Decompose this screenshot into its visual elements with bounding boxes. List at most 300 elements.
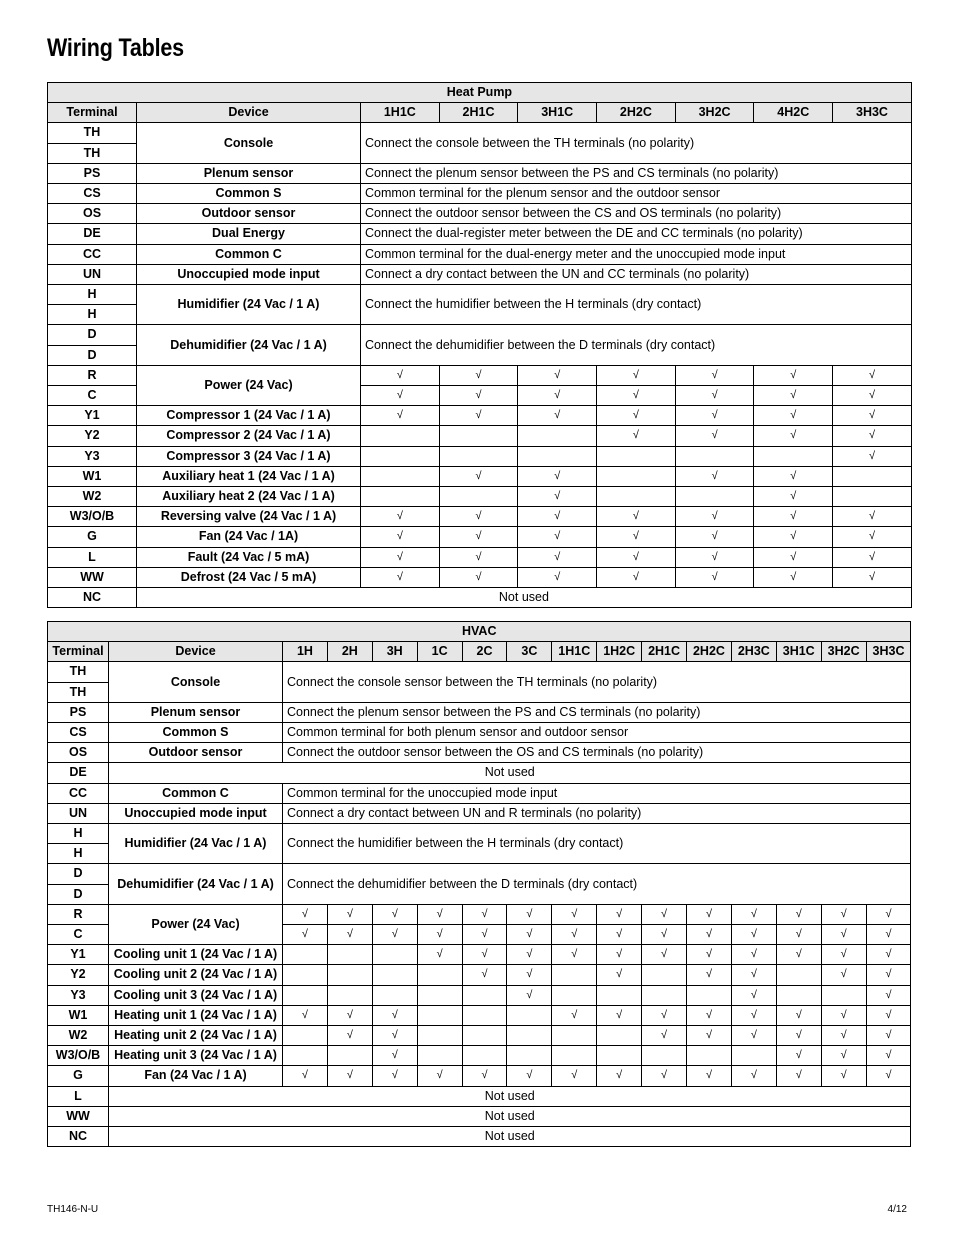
- device-cell: Common S: [109, 723, 283, 743]
- terminal-cell: L: [48, 1086, 109, 1106]
- table-row: [48, 1046, 911, 1066]
- check-mark-cell: √: [866, 1066, 911, 1086]
- terminal-cell: C: [48, 925, 109, 945]
- check-mark-cell: √: [731, 925, 776, 945]
- check-mark-cell: √: [518, 507, 597, 527]
- description-cell: Connect the console between the TH terminals (no polarity): [361, 123, 912, 163]
- terminal-cell: D: [48, 884, 109, 904]
- empty-cell: [552, 1046, 597, 1066]
- terminal-cell: C: [48, 386, 137, 406]
- check-mark-cell: √: [642, 925, 687, 945]
- description-cell: Connect the dehumidifier between the D terminals (dry contact): [283, 864, 911, 904]
- check-mark-cell: √: [361, 547, 440, 567]
- check-mark-cell: √: [439, 406, 518, 426]
- terminal-cell: W2: [48, 487, 137, 507]
- table-row: [48, 864, 911, 884]
- terminal-cell: Y2: [48, 965, 109, 985]
- check-mark-cell: √: [462, 925, 507, 945]
- check-mark-cell: √: [283, 925, 328, 945]
- check-mark-cell: √: [754, 386, 833, 406]
- description-cell: Connect the console sensor between the TH terminals (no polarity): [283, 662, 911, 702]
- device-cell: Dehumidifier (24 Vac / 1 A): [137, 325, 361, 365]
- table-row: [48, 325, 912, 345]
- table-row: [48, 567, 912, 587]
- device-cell: Heating unit 2 (24 Vac / 1 A): [109, 1026, 283, 1046]
- description-cell: Common terminal for the plenum sensor and the outdoor sensor: [361, 184, 912, 204]
- empty-cell: [518, 446, 597, 466]
- check-mark-cell: √: [833, 365, 912, 385]
- terminal-cell: Y3: [48, 446, 137, 466]
- check-mark-cell: √: [821, 1005, 866, 1025]
- check-mark-cell: √: [597, 925, 642, 945]
- device-cell: Defrost (24 Vac / 5 mA): [137, 567, 361, 587]
- terminal-cell: R: [48, 365, 137, 385]
- check-mark-cell: √: [552, 925, 597, 945]
- device-cell: Common S: [137, 184, 361, 204]
- check-mark-cell: √: [283, 904, 328, 924]
- table-row: [48, 743, 911, 763]
- check-mark-cell: √: [439, 527, 518, 547]
- check-mark-cell: √: [731, 965, 776, 985]
- check-mark-cell: √: [439, 547, 518, 567]
- table-row: [48, 1026, 911, 1046]
- check-mark-cell: √: [687, 1066, 732, 1086]
- check-mark-cell: √: [642, 904, 687, 924]
- description-cell: Connect the outdoor sensor between the OS and CS terminals (no polarity): [283, 743, 911, 763]
- terminal-cell: W3/O/B: [48, 507, 137, 527]
- check-mark-cell: √: [675, 406, 754, 426]
- empty-cell: [675, 446, 754, 466]
- check-mark-cell: √: [642, 1026, 687, 1046]
- check-mark-cell: √: [518, 567, 597, 587]
- check-mark-cell: √: [462, 945, 507, 965]
- terminal-cell: TH: [48, 123, 137, 143]
- empty-cell: [439, 487, 518, 507]
- check-mark-cell: √: [754, 487, 833, 507]
- device-cell: Fan (24 Vac / 1A): [137, 527, 361, 547]
- check-mark-cell: √: [552, 945, 597, 965]
- check-mark-cell: √: [821, 1066, 866, 1086]
- terminal-cell: W2: [48, 1026, 109, 1046]
- description-cell: Common terminal for the dual-energy meter and the unoccupied mode input: [361, 244, 912, 264]
- description-cell: Common terminal for both plenum sensor and outdoor sensor: [283, 723, 911, 743]
- check-mark-cell: √: [754, 547, 833, 567]
- check-mark-cell: √: [597, 904, 642, 924]
- device-cell: Heating unit 1 (24 Vac / 1 A): [109, 1005, 283, 1025]
- check-mark-cell: √: [507, 925, 552, 945]
- check-mark-cell: √: [866, 904, 911, 924]
- check-mark-cell: √: [776, 945, 821, 965]
- device-cell: Console: [109, 662, 283, 702]
- device-cell: Fault (24 Vac / 5 mA): [137, 547, 361, 567]
- device-cell: Power (24 Vac): [137, 365, 361, 405]
- check-mark-cell: √: [866, 965, 911, 985]
- check-mark-cell: √: [675, 365, 754, 385]
- terminal-cell: G: [48, 1066, 109, 1086]
- terminal-cell: WW: [48, 1106, 109, 1126]
- empty-cell: [462, 985, 507, 1005]
- terminal-cell: NC: [48, 588, 137, 608]
- empty-cell: [417, 985, 462, 1005]
- device-cell: Outdoor sensor: [109, 743, 283, 763]
- table-row: [48, 527, 912, 547]
- empty-cell: [361, 487, 440, 507]
- device-cell: Unoccupied mode input: [137, 264, 361, 284]
- check-mark-cell: √: [833, 386, 912, 406]
- table-row: [48, 466, 912, 486]
- check-mark-cell: √: [462, 965, 507, 985]
- empty-cell: [361, 426, 440, 446]
- table-row: [48, 803, 911, 823]
- terminal-cell: W3/O/B: [48, 1046, 109, 1066]
- terminal-cell: H: [48, 844, 109, 864]
- device-cell: Compressor 1 (24 Vac / 1 A): [137, 406, 361, 426]
- terminal-cell: W1: [48, 466, 137, 486]
- not-used-cell: Not used: [109, 763, 911, 783]
- check-mark-cell: √: [439, 365, 518, 385]
- document-code: TH146-N-U: [47, 1204, 99, 1215]
- table-row: [48, 1106, 911, 1126]
- terminal-header: Terminal: [48, 103, 137, 123]
- column-header: 3C: [507, 642, 552, 662]
- check-mark-cell: √: [731, 904, 776, 924]
- empty-cell: [687, 985, 732, 1005]
- column-header: 1H1C: [361, 103, 440, 123]
- check-mark-cell: √: [833, 507, 912, 527]
- device-cell: Common C: [109, 783, 283, 803]
- check-mark-cell: √: [283, 1066, 328, 1086]
- check-mark-cell: √: [675, 466, 754, 486]
- table-row: [48, 163, 912, 183]
- check-mark-cell: √: [518, 365, 597, 385]
- description-cell: Connect the dehumidifier between the D terminals (dry contact): [361, 325, 912, 365]
- check-mark-cell: √: [597, 527, 676, 547]
- empty-cell: [597, 487, 676, 507]
- column-header: 1H: [283, 642, 328, 662]
- table-row: [48, 904, 911, 924]
- terminal-cell: OS: [48, 204, 137, 224]
- check-mark-cell: √: [687, 904, 732, 924]
- check-mark-cell: √: [731, 1005, 776, 1025]
- device-cell: Console: [137, 123, 361, 163]
- column-header: 1C: [417, 642, 462, 662]
- terminal-cell: CS: [48, 184, 137, 204]
- description-cell: Connect the humidifier between the H terminals (dry contact): [283, 824, 911, 864]
- empty-cell: [417, 1026, 462, 1046]
- terminal-cell: H: [48, 305, 137, 325]
- empty-cell: [597, 466, 676, 486]
- check-mark-cell: √: [597, 426, 676, 446]
- hvac-table: [47, 621, 911, 1147]
- description-cell: Connect the plenum sensor between the PS and CS terminals (no polarity): [361, 163, 912, 183]
- check-mark-cell: √: [462, 904, 507, 924]
- empty-cell: [642, 1046, 687, 1066]
- empty-cell: [642, 965, 687, 985]
- device-cell: Cooling unit 1 (24 Vac / 1 A): [109, 945, 283, 965]
- check-mark-cell: √: [518, 406, 597, 426]
- check-mark-cell: √: [361, 406, 440, 426]
- empty-cell: [833, 487, 912, 507]
- column-header: 2C: [462, 642, 507, 662]
- empty-cell: [439, 446, 518, 466]
- table-caption: HVAC: [48, 622, 911, 642]
- check-mark-cell: √: [866, 945, 911, 965]
- check-mark-cell: √: [866, 1026, 911, 1046]
- table-row: [48, 426, 912, 446]
- table-row: [48, 1005, 911, 1025]
- terminal-cell: PS: [48, 702, 109, 722]
- empty-cell: [372, 965, 417, 985]
- table-caption: Heat Pump: [48, 83, 912, 103]
- table-row: [48, 224, 912, 244]
- terminal-cell: TH: [48, 143, 137, 163]
- check-mark-cell: √: [675, 567, 754, 587]
- terminal-cell: Y1: [48, 406, 137, 426]
- empty-cell: [675, 487, 754, 507]
- check-mark-cell: √: [597, 386, 676, 406]
- table-row: [48, 285, 912, 305]
- column-header: 2H: [327, 642, 372, 662]
- check-mark-cell: √: [361, 527, 440, 547]
- empty-cell: [417, 1046, 462, 1066]
- check-mark-cell: √: [597, 965, 642, 985]
- empty-cell: [372, 985, 417, 1005]
- check-mark-cell: √: [462, 1066, 507, 1086]
- check-mark-cell: √: [687, 925, 732, 945]
- description-cell: Connect the humidifier between the H terminals (dry contact): [361, 285, 912, 325]
- table-row: [48, 487, 912, 507]
- description-cell: Connect a dry contact between the UN and CC terminals (no polarity): [361, 264, 912, 284]
- terminal-cell: D: [48, 345, 137, 365]
- empty-cell: [507, 1026, 552, 1046]
- terminal-cell: W1: [48, 1005, 109, 1025]
- check-mark-cell: √: [833, 426, 912, 446]
- terminal-cell: TH: [48, 662, 109, 682]
- check-mark-cell: √: [327, 904, 372, 924]
- column-header: 1H2C: [597, 642, 642, 662]
- terminal-cell: DE: [48, 224, 137, 244]
- check-mark-cell: √: [833, 406, 912, 426]
- terminal-cell: G: [48, 527, 137, 547]
- check-mark-cell: √: [518, 466, 597, 486]
- check-mark-cell: √: [507, 1066, 552, 1086]
- check-mark-cell: √: [372, 925, 417, 945]
- check-mark-cell: √: [439, 507, 518, 527]
- device-cell: Dehumidifier (24 Vac / 1 A): [109, 864, 283, 904]
- table-row: [48, 965, 911, 985]
- check-mark-cell: √: [372, 904, 417, 924]
- table-row: [48, 945, 911, 965]
- page-title: Wiring Tables: [47, 34, 184, 62]
- check-mark-cell: √: [754, 426, 833, 446]
- description-cell: Connect the dual-register meter between the DE and CC terminals (no polarity): [361, 224, 912, 244]
- check-mark-cell: √: [439, 466, 518, 486]
- check-mark-cell: √: [754, 527, 833, 547]
- empty-cell: [597, 1026, 642, 1046]
- check-mark-cell: √: [866, 1005, 911, 1025]
- not-used-cell: Not used: [137, 588, 912, 608]
- empty-cell: [776, 965, 821, 985]
- empty-cell: [776, 985, 821, 1005]
- table-row: [48, 547, 912, 567]
- terminal-cell: D: [48, 864, 109, 884]
- column-header: 3H3C: [866, 642, 911, 662]
- empty-cell: [597, 1046, 642, 1066]
- description-cell: Common terminal for the unoccupied mode input: [283, 783, 911, 803]
- empty-cell: [507, 1046, 552, 1066]
- empty-cell: [731, 1046, 776, 1066]
- check-mark-cell: √: [821, 925, 866, 945]
- table-row: [48, 507, 912, 527]
- empty-cell: [518, 426, 597, 446]
- check-mark-cell: √: [866, 985, 911, 1005]
- description-cell: Connect the outdoor sensor between the CS and OS terminals (no polarity): [361, 204, 912, 224]
- not-used-cell: Not used: [109, 1106, 911, 1126]
- check-mark-cell: √: [372, 1026, 417, 1046]
- check-mark-cell: √: [518, 547, 597, 567]
- terminal-cell: DE: [48, 763, 109, 783]
- empty-cell: [327, 985, 372, 1005]
- check-mark-cell: √: [597, 1066, 642, 1086]
- device-cell: Heating unit 3 (24 Vac / 1 A): [109, 1046, 283, 1066]
- empty-cell: [462, 1026, 507, 1046]
- check-mark-cell: √: [731, 945, 776, 965]
- check-mark-cell: √: [372, 1005, 417, 1025]
- check-mark-cell: √: [439, 567, 518, 587]
- table-row: [48, 702, 911, 722]
- device-cell: Compressor 2 (24 Vac / 1 A): [137, 426, 361, 446]
- terminal-cell: UN: [48, 803, 109, 823]
- check-mark-cell: √: [597, 1005, 642, 1025]
- check-mark-cell: √: [361, 567, 440, 587]
- check-mark-cell: √: [675, 547, 754, 567]
- empty-cell: [283, 1046, 328, 1066]
- empty-cell: [462, 1005, 507, 1025]
- terminal-cell: NC: [48, 1127, 109, 1147]
- empty-cell: [361, 466, 440, 486]
- check-mark-cell: √: [283, 1005, 328, 1025]
- check-mark-cell: √: [372, 1046, 417, 1066]
- check-mark-cell: √: [675, 426, 754, 446]
- check-mark-cell: √: [675, 507, 754, 527]
- terminal-cell: Y3: [48, 985, 109, 1005]
- table-row: [48, 123, 912, 143]
- terminal-cell: H: [48, 285, 137, 305]
- check-mark-cell: √: [821, 1046, 866, 1066]
- empty-cell: [283, 985, 328, 1005]
- check-mark-cell: √: [821, 1026, 866, 1046]
- empty-cell: [417, 965, 462, 985]
- empty-cell: [327, 945, 372, 965]
- table-row: [48, 588, 912, 608]
- description-cell: Connect a dry contact between UN and R terminals (no polarity): [283, 803, 911, 823]
- empty-cell: [642, 985, 687, 1005]
- device-header: Device: [137, 103, 361, 123]
- check-mark-cell: √: [597, 507, 676, 527]
- check-mark-cell: √: [327, 925, 372, 945]
- check-mark-cell: √: [776, 904, 821, 924]
- device-cell: Power (24 Vac): [109, 904, 283, 944]
- check-mark-cell: √: [507, 985, 552, 1005]
- check-mark-cell: √: [642, 1005, 687, 1025]
- check-mark-cell: √: [552, 904, 597, 924]
- device-cell: Plenum sensor: [109, 702, 283, 722]
- check-mark-cell: √: [507, 965, 552, 985]
- table-row: [48, 783, 911, 803]
- terminal-cell: PS: [48, 163, 137, 183]
- check-mark-cell: √: [642, 1066, 687, 1086]
- check-mark-cell: √: [833, 527, 912, 547]
- terminal-cell: OS: [48, 743, 109, 763]
- device-cell: Auxiliary heat 2 (24 Vac / 1 A): [137, 487, 361, 507]
- check-mark-cell: √: [675, 386, 754, 406]
- empty-cell: [507, 1005, 552, 1025]
- check-mark-cell: √: [776, 1005, 821, 1025]
- check-mark-cell: √: [687, 945, 732, 965]
- column-header: 3H2C: [675, 103, 754, 123]
- check-mark-cell: √: [821, 904, 866, 924]
- check-mark-cell: √: [597, 365, 676, 385]
- check-mark-cell: √: [754, 466, 833, 486]
- terminal-cell: WW: [48, 567, 137, 587]
- check-mark-cell: √: [687, 965, 732, 985]
- check-mark-cell: √: [552, 1066, 597, 1086]
- device-cell: Cooling unit 2 (24 Vac / 1 A): [109, 965, 283, 985]
- device-cell: Cooling unit 3 (24 Vac / 1 A): [109, 985, 283, 1005]
- table-row: [48, 985, 911, 1005]
- terminal-cell: CS: [48, 723, 109, 743]
- empty-cell: [417, 1005, 462, 1025]
- description-cell: Connect the plenum sensor between the PS and CS terminals (no polarity): [283, 702, 911, 722]
- table-row: [48, 204, 912, 224]
- column-header: 2H2C: [687, 642, 732, 662]
- check-mark-cell: √: [597, 547, 676, 567]
- check-mark-cell: √: [597, 567, 676, 587]
- check-mark-cell: √: [417, 945, 462, 965]
- table-row: [48, 365, 912, 385]
- empty-cell: [327, 965, 372, 985]
- not-used-cell: Not used: [109, 1127, 911, 1147]
- check-mark-cell: √: [507, 904, 552, 924]
- check-mark-cell: √: [417, 925, 462, 945]
- check-mark-cell: √: [833, 446, 912, 466]
- empty-cell: [597, 446, 676, 466]
- check-mark-cell: √: [507, 945, 552, 965]
- device-cell: Unoccupied mode input: [109, 803, 283, 823]
- column-header: 3H1C: [518, 103, 597, 123]
- check-mark-cell: √: [731, 1066, 776, 1086]
- device-cell: Humidifier (24 Vac / 1 A): [109, 824, 283, 864]
- column-header: 1H1C: [552, 642, 597, 662]
- empty-cell: [361, 446, 440, 466]
- device-cell: Compressor 3 (24 Vac / 1 A): [137, 446, 361, 466]
- column-header: 3H1C: [776, 642, 821, 662]
- column-header: 2H1C: [642, 642, 687, 662]
- device-cell: Humidifier (24 Vac / 1 A): [137, 285, 361, 325]
- terminal-cell: H: [48, 824, 109, 844]
- table-row: [48, 824, 911, 844]
- empty-cell: [283, 1026, 328, 1046]
- terminal-cell: Y2: [48, 426, 137, 446]
- empty-cell: [597, 985, 642, 1005]
- heat-pump-table: [47, 82, 912, 608]
- terminal-cell: Y1: [48, 945, 109, 965]
- check-mark-cell: √: [675, 527, 754, 547]
- check-mark-cell: √: [866, 1046, 911, 1066]
- table-row: [48, 406, 912, 426]
- header-row: [48, 103, 912, 123]
- table-row: [48, 1127, 911, 1147]
